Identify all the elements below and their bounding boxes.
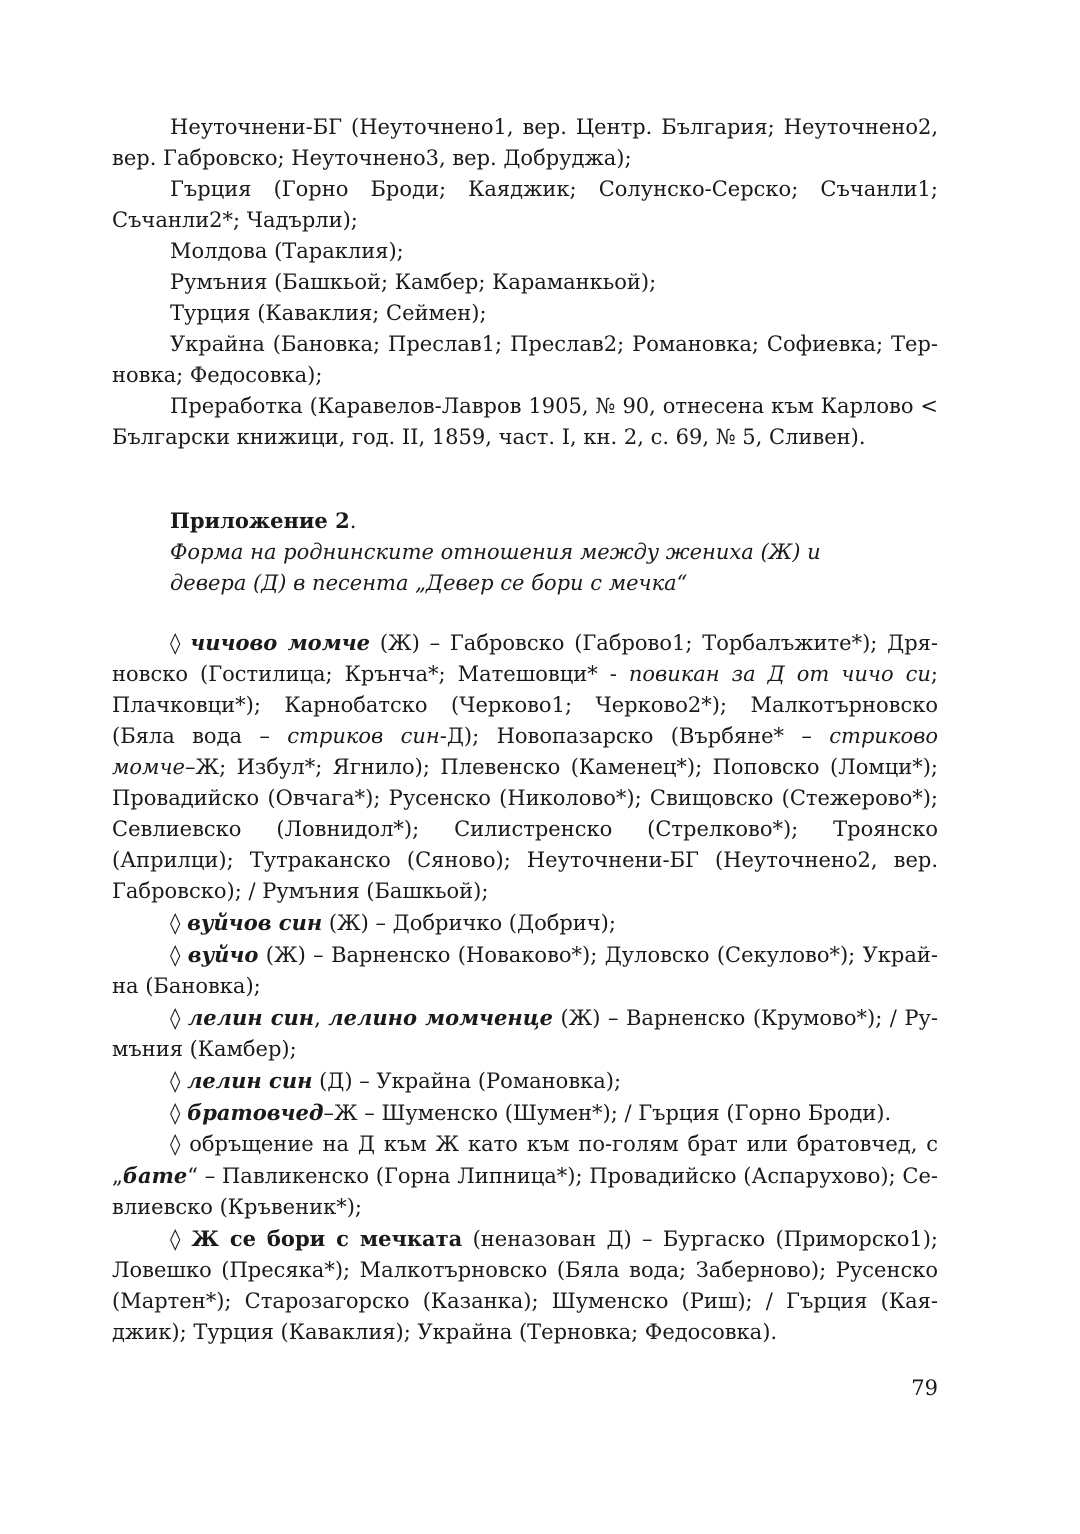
entry-bratovched: ◊ братовчед–Ж – Шуменско (Шумен*); / Гърция (Горно Броди).: [170, 1100, 892, 1125]
paragraph-turkey: Турция (Каваклия; Сеймен);: [170, 301, 487, 325]
paragraph-ukraine: Украйна (Бановка; Преслав1; Преслав2; Романовка; Софиевка; Терновка; Федосовка);: [112, 332, 938, 387]
section-spacer: [112, 599, 938, 627]
entry-chichovo-momche: ◊ чичово момче (Ж) – Габровско (Габрово1; Торбалъжите*); Дряновско (Гостилица; Крънча*; Матешовци* - повикан за Д от чичо си; Плачковци*); Карнобатско (Черково1; Черково2*); Малкотърновско (Бяла вода – стриков син-Д); Новопазарско (Върбяне* – стриково момче–Ж; Избул*; Ягнило); Плевенско (Каменец*); Поповско (Ломци*); Провадийско (Овчага*); Русенско (Николово*); Свищовско (Стежерово*); Севлиевско (Ловнидол*); Силистренско (Стрелково*); Троянско (Априлци); Тутраканско (Сяново); Неуточнени-БГ (Неуточнено2, вер. Габровско); / Румъния (Башкьой);: [112, 630, 939, 903]
diamond-bullet: ◊: [170, 631, 191, 655]
page-body: [112, 112, 938, 1348]
diamond-bullet: ◊: [170, 1226, 192, 1251]
entry-vuychov-sin: ◊ вуйчов син (Ж) – Добричко (Добрич);: [170, 910, 616, 935]
paragraph-romania: Румъния (Башкьой; Камбер; Караманкьой);: [170, 270, 657, 294]
entry-vuycho: ◊ вуйчо (Ж) – Варненско (Новаково*); Дуловско (Секулово*); Украйна (Бановка);: [112, 942, 938, 998]
italic-note: стриков син: [287, 724, 440, 748]
paragraph-reworking: Преработка (Каравелов-Лавров 1905, № 90, отнесена към Карлово < Български книжици, год. II, 1859, част. I, кн. 2, с. 69, № 5, Сливен).: [112, 394, 938, 449]
kinship-term: Ж се бори с мечката: [191, 1226, 463, 1251]
diamond-bullet: ◊: [170, 1069, 188, 1093]
entry-lelin-sin-d: ◊ лелин син (Д) – Украйна (Романовка);: [170, 1068, 622, 1093]
diamond-bullet: ◊: [170, 1101, 188, 1125]
entry-zh-fights-bear: ◊ Ж се бори с мечката (неназован Д) – Бургаско (Приморско1); Ловешко (Пресяка*); Малкотърновско (Бяла вода; Заберново); Русенско (Мартен*); Старозагорско (Казанка); Шуменско (Риш); / Гърция (Каяджик); Турция (Каваклия); Украйна (Терновка; Федосовка).: [112, 1226, 938, 1344]
italic-note: стриково момче: [112, 724, 938, 779]
appendix-subtitle-line-2: девера (Д) в песента „Девер се бори с мечка“: [170, 571, 688, 595]
paragraph-moldova: Молдова (Тараклия);: [170, 239, 404, 263]
kinship-term: чичово момче: [190, 630, 371, 655]
kinship-term: вуйчо: [187, 942, 259, 967]
kinship-term: лелин син: [187, 1068, 313, 1093]
diamond-bullet: ◊: [170, 1132, 190, 1156]
kinship-term: вуйчов син: [187, 910, 323, 935]
diamond-bullet: ◊: [170, 911, 188, 935]
italic-note: повикан за Д от чичо си: [628, 662, 931, 686]
paragraph-unspecified-bg: Неуточнени-БГ (Неуточнено1, вер. Центр. България; Неуточнено2, вер. Габровско; Неуточнено3, вер. Добруджа);: [112, 115, 938, 170]
page-number: 79: [911, 1376, 938, 1400]
kinship-term: лелин син: [187, 1005, 315, 1030]
entry-lelin-sin-zh: ◊ лелин син, лелино момченце (Ж) – Варненско (Крумово*); / Румъния (Камбер);: [112, 1005, 938, 1061]
kinship-term: лелино момченце: [328, 1005, 553, 1030]
paragraph-greece: Гърция (Горно Броди; Каяджик; Солунско-Серско; Съчанли1; Съчанли2*; Чадърли);: [112, 177, 938, 232]
kinship-term: бате: [122, 1163, 188, 1188]
diamond-bullet: ◊: [170, 1006, 188, 1030]
section-spacer: [112, 453, 938, 505]
kinship-term: братовчед: [187, 1100, 324, 1125]
diamond-bullet: ◊: [170, 943, 188, 967]
entry-bate-address: ◊ обръщение на Д към Ж като към по-голям брат или братовчед, с „бате“ – Павликенско (Горна Липница*); Провадийско (Аспарухово); Севлиевско (Кръвеник*);: [112, 1132, 938, 1219]
appendix-title: Приложение 2.: [170, 508, 357, 533]
appendix-subtitle-line-1: Форма на роднинските отношения между жениха (Ж) и: [170, 540, 821, 564]
